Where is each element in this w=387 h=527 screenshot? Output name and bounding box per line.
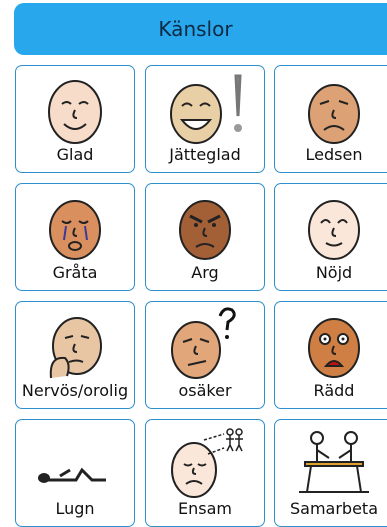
card-label: Rädd xyxy=(313,381,355,400)
card-label: osäker xyxy=(178,381,232,400)
card-label: Nöjd xyxy=(315,263,353,282)
card-label: Ledsen xyxy=(305,145,363,164)
card-nojd[interactable] xyxy=(274,183,387,291)
card-grata[interactable] xyxy=(15,183,135,291)
card-ledsen[interactable] xyxy=(274,65,387,173)
card-label: Samarbeta xyxy=(289,499,378,518)
card-nervos[interactable] xyxy=(15,301,135,409)
card-label: Nervös/orolig xyxy=(21,381,129,400)
card-label: Jätteglad xyxy=(169,145,241,164)
card-radd[interactable] xyxy=(274,301,387,409)
card-label: Arg xyxy=(191,263,219,282)
card-lugn[interactable] xyxy=(15,419,135,527)
card-arg[interactable] xyxy=(145,183,265,291)
card-jatteglad[interactable] xyxy=(145,65,265,173)
card-glad[interactable] xyxy=(15,65,135,173)
card-label: Glad xyxy=(56,145,94,164)
card-samarbeta[interactable] xyxy=(274,419,387,527)
card-ensam[interactable] xyxy=(145,419,265,527)
card-osaker[interactable] xyxy=(145,301,265,409)
card-label: Gråta xyxy=(52,263,98,282)
category-title: Känslor xyxy=(158,17,233,41)
card-label: Ensam xyxy=(178,499,232,518)
card-label: Lugn xyxy=(55,499,95,518)
